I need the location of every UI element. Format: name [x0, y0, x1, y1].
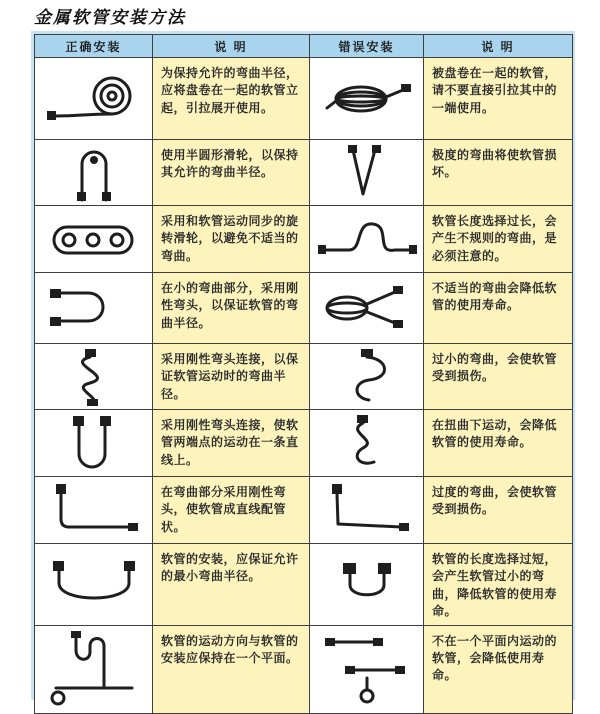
hose-over-semicircular-pulley-icon	[44, 144, 144, 202]
hose-extreme-sharp-bend-icon	[317, 144, 417, 202]
table-row	[35, 140, 573, 206]
hose-twisted-motion-icon	[317, 414, 417, 472]
table-row	[35, 273, 573, 344]
correct-description: 使用半圆形滑轮，以保持其允许的弯曲半径。	[161, 148, 299, 180]
correct-description: 软管的安装，应保证允许的最小弯曲半径。	[161, 552, 299, 584]
header-wrong-install: 错误安装	[310, 35, 424, 58]
hose-too-long-irregular-loop-icon	[317, 210, 417, 268]
wrong-description: 极度的弯曲将使软管损坏。	[432, 148, 558, 180]
wrong-description: 软管长度选择过长，会产生不规则的弯曲，是必须注意的。	[432, 214, 558, 263]
table-row	[35, 477, 573, 544]
correct-description: 在小的弯曲部分，采用刚性弯头，以保证软管的弯曲半径。	[161, 281, 299, 330]
hose-motion-out-of-plane-icon	[317, 630, 417, 708]
hose-too-short-narrow-u-icon	[317, 555, 417, 613]
header-correct-install: 正确安装	[35, 35, 153, 58]
hose-minimum-bend-radius-u-icon	[44, 555, 144, 613]
wrong-description: 过小的弯曲，会使软管受到损伤。	[432, 352, 558, 384]
header-correct-note: 说 明	[153, 35, 310, 58]
hose-motion-in-same-plane-icon	[44, 630, 144, 708]
header-row	[35, 35, 573, 58]
correct-description: 软管的运动方向与软管的安装应保持在一个平面。	[161, 633, 299, 665]
wrong-description: 不适当的弯曲会降低软管的使用寿命。	[432, 281, 558, 313]
wrong-description: 被盘卷在一起的软管，请不要直接引拉其中的一端使用。	[432, 66, 558, 115]
table-row	[35, 410, 573, 477]
hose-rigid-elbow-small-bend-icon	[44, 277, 144, 339]
table-row	[35, 544, 573, 626]
page-title: 金属软管安装方法	[34, 8, 186, 28]
hose-synchronized-rotating-pulley-track-icon	[44, 210, 144, 268]
hose-rigid-elbow-s-curve-icon	[44, 348, 144, 406]
installation-table	[34, 34, 573, 714]
wrong-description: 过度的弯曲，会使软管受到损伤。	[432, 485, 558, 517]
correct-description: 采用和软管运动同步的旋转滑轮，以避免不适当的弯曲。	[161, 214, 299, 263]
hose-overbent-corner-icon	[317, 481, 417, 539]
hose-uncoiled-standing-coil-icon	[44, 66, 144, 132]
correct-description: 在弯曲部分采用刚性弯头，使软管成直线配管状。	[161, 485, 287, 534]
table-row	[35, 58, 573, 140]
hose-too-small-bend-hook-icon	[317, 348, 417, 406]
hose-rigid-elbow-inline-u-icon	[44, 414, 144, 472]
hose-improper-bend-fork-icon	[317, 277, 417, 339]
table-row	[35, 344, 573, 410]
correct-description: 采用刚性弯头连接，以保证软管运动时的弯曲半径。	[161, 352, 299, 401]
table-row	[35, 206, 573, 273]
table-row	[35, 625, 573, 713]
hose-straight-run-with-elbow-icon	[44, 481, 144, 539]
wrong-description: 软管的长度选择过短，会产生软管过小的弯曲，降低软管的使用寿命。	[432, 552, 558, 619]
wrong-description: 不在一个平面内运动的软管，会降低使用寿命。	[432, 633, 558, 683]
wrong-description: 在扭曲下运动，会降低软管的使用寿命。	[432, 418, 558, 450]
correct-description: 为保持允许的弯曲半径，应将盘卷在一起的软管立起，引拉展开使用。	[161, 66, 299, 115]
header-wrong-note: 说 明	[424, 35, 573, 58]
hose-coil-pulled-directly-icon	[317, 69, 417, 129]
installation-guide-board	[31, 31, 575, 700]
correct-description: 采用刚性弯头连接，使软管两端点的运动在一条直线上。	[161, 418, 299, 467]
